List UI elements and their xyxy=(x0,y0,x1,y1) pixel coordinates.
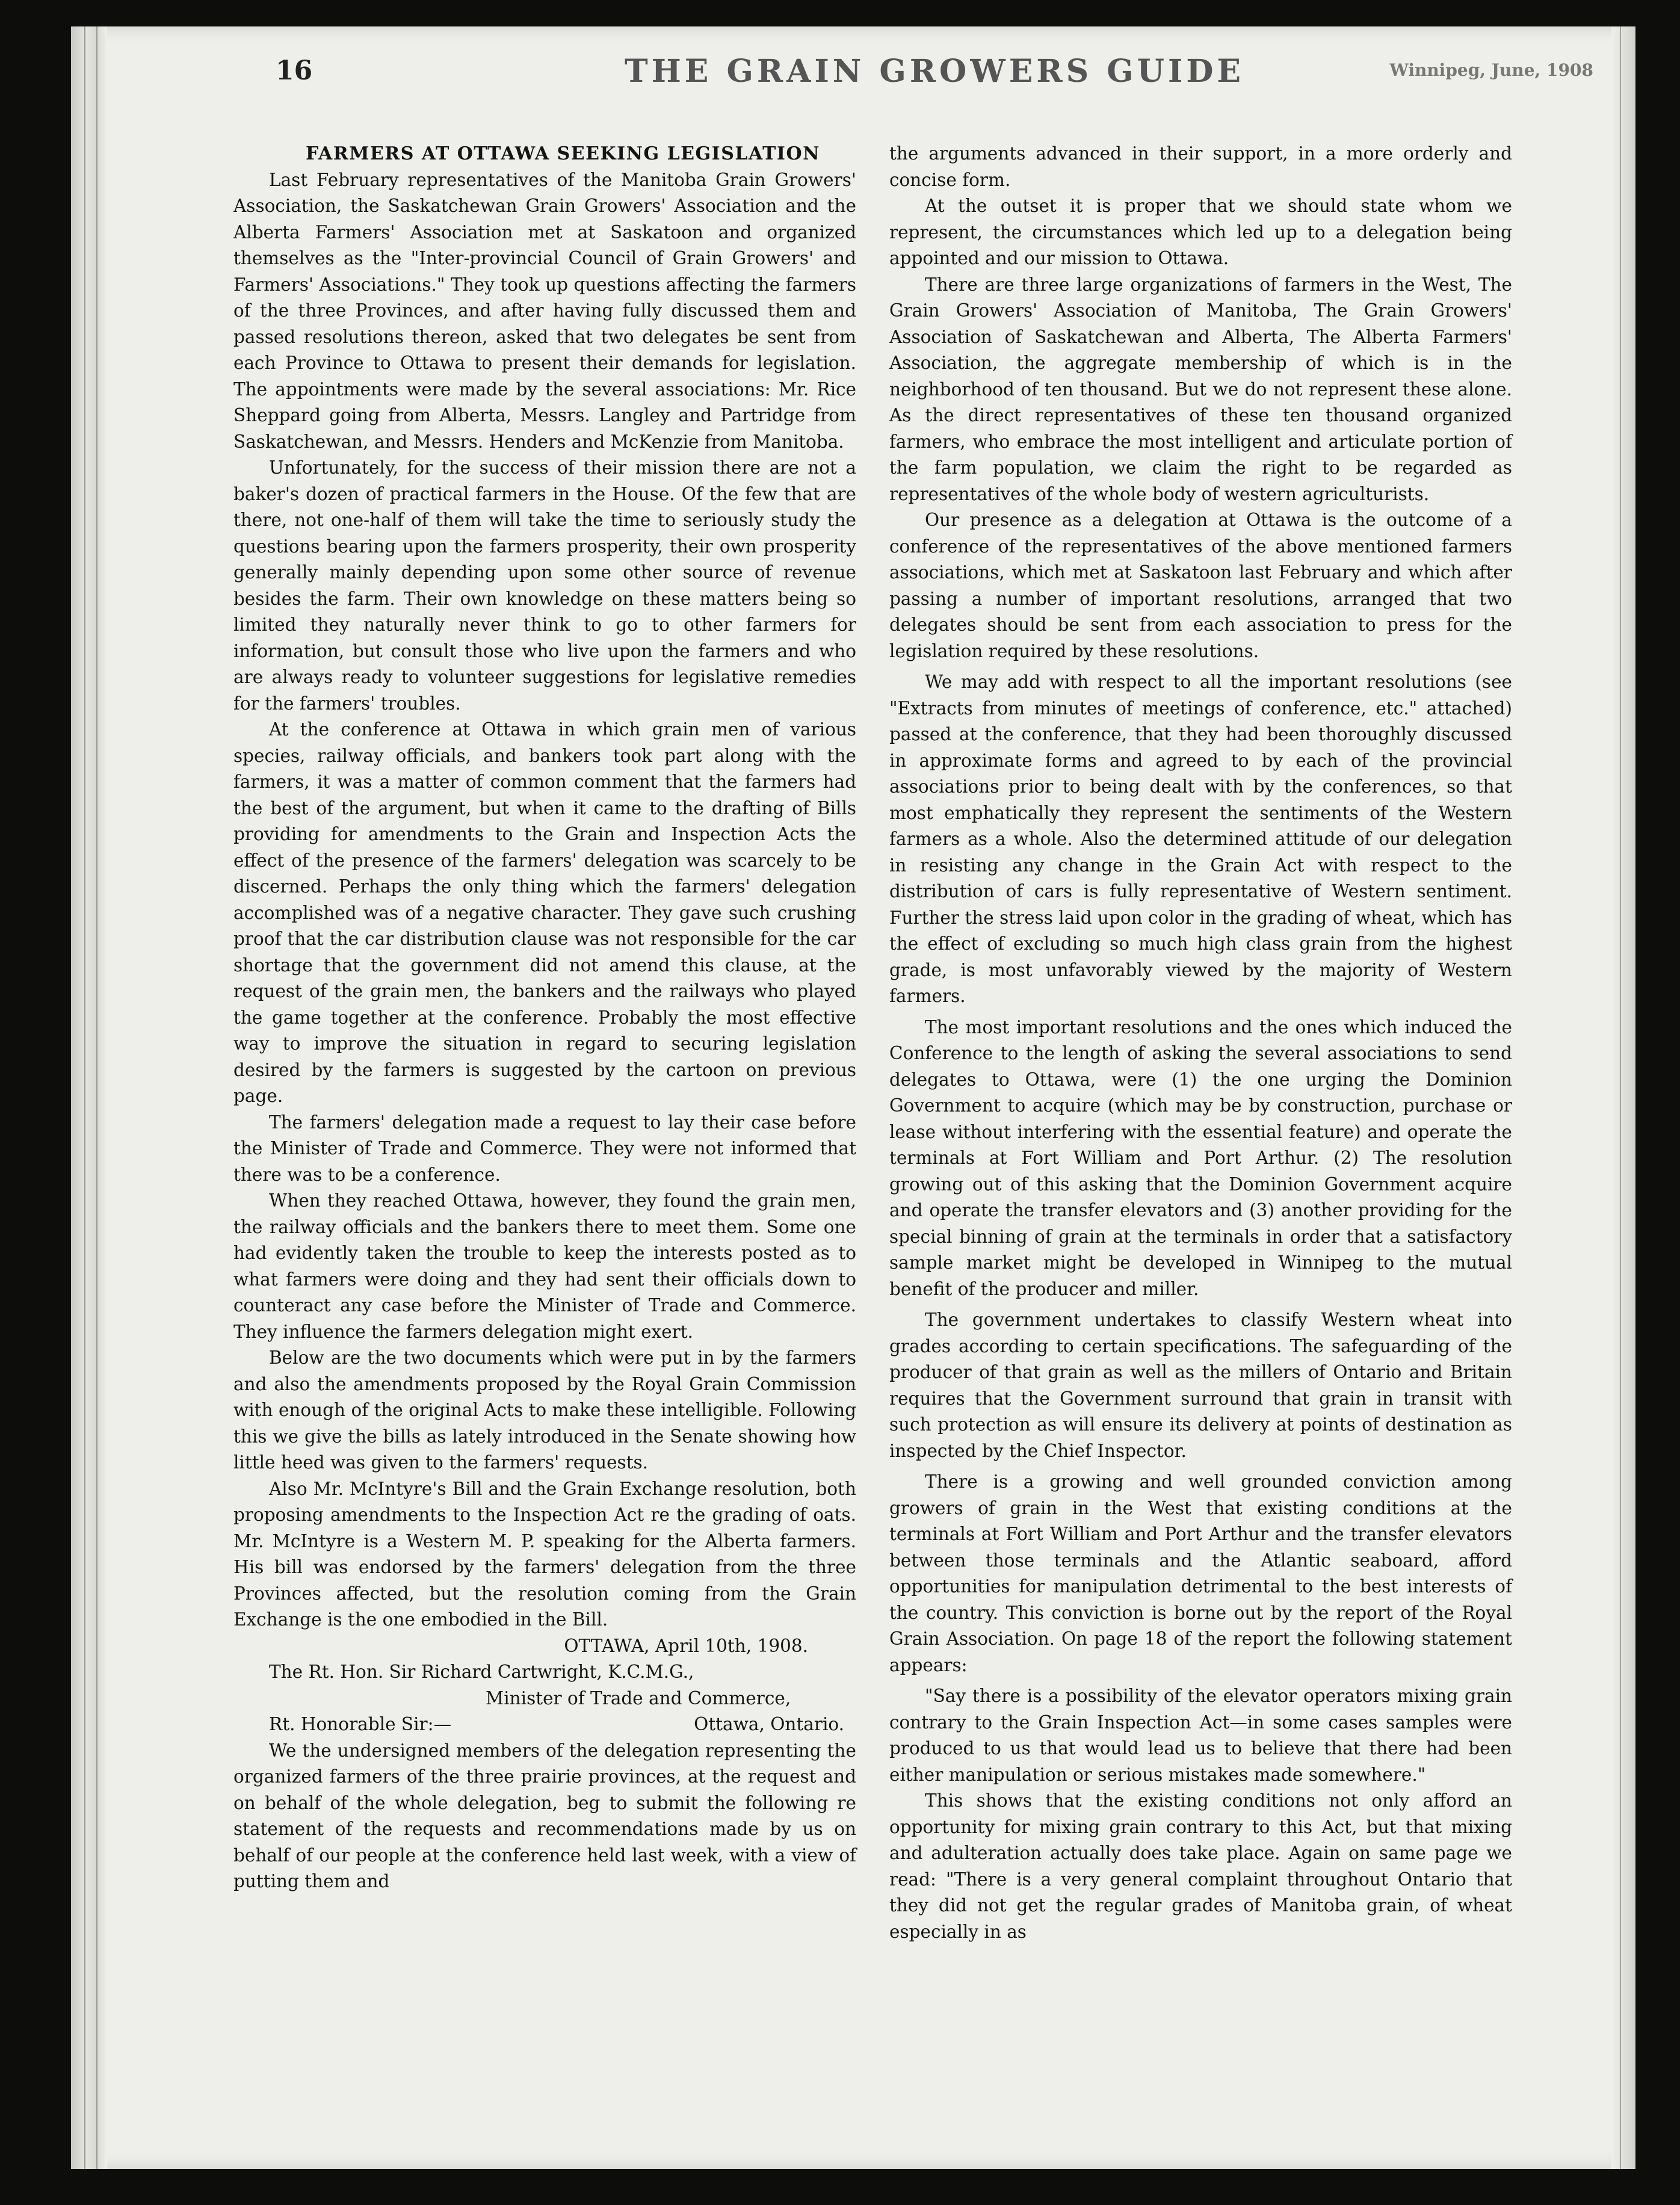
article-paragraph: Last February representatives of the Manitoba Grain Growers' Association, the Saskatchewan Grain Growers' Association and the Alberta Farmers' Association met at Saskatoon and organized themselves as the "Inter-provincial Council of Grain Growers' and Farmers' Associations." They took up questions affecting the farmers of the three Provinces, and after having fully discussed them and passed resolutions thereon, asked that two delegates be sent from each Province to Ottawa to present their demands for legislation. The appointments were made by the several associations: Mr. Rice Sheppard going from Alberta, Messrs. Langley and Partridge from Saskatchewan, and Messrs. Henders and McKenzie from Manitoba. xyxy=(233,169,856,452)
letter-salutation: Rt. Honorable Sir:— xyxy=(269,1714,452,1734)
letter-location: Ottawa, Ontario. xyxy=(694,1714,844,1734)
quoted-report-passage: "Say there is a possibility of the elevator operators mixing grain contrary to the Grain Inspection Act—in some cases samples were produced to us that would lead us to believe that there had been either manipulation or serious mistakes made somewhere." xyxy=(889,1686,1512,1785)
letter-salutation-row xyxy=(233,1712,856,1738)
article-paragraph: When they reached Ottawa, however, they found the grain men, the railway officials and the bankers there to meet them. Some one had evidently taken the trouble to keep the interests posted as to what farmers were doing and they had sent their officials down to counteract any case before the Minister of Trade and Commerce. They influence the farmers delegation might exert. xyxy=(233,1190,856,1342)
addressee-title: Minister of Trade and Commerce, xyxy=(486,1687,791,1709)
article-paragraph: The government undertakes to classify Western wheat into grades according to certain specifications. The safeguarding of the producer of that grain as well as the millers of Ontario and Britain requires that the Government surround that grain in transit with such protection as will ensure its delivery at points of destination as inspected by the Chief Inspector. xyxy=(889,1310,1512,1461)
article-paragraph: There is a growing and well grounded conviction among growers of grain in the West that existing conditions at the terminals at Fort William and Port Arthur and the transfer elevators between those terminals and the Atlantic seaboard, afford opportunities for manipulation detrimental to the best interests of the country. This conviction is borne out by the report of the Royal Grain Association. On page 18 of the report the following statement appears: xyxy=(889,1471,1512,1675)
article-paragraph: the arguments advanced in their support, in a more orderly and concise form. xyxy=(889,143,1512,190)
article-paragraph: This shows that the existing conditions not only afford an opportunity for mixing grain contrary to this Act, but that mixing and adulteration actually does take place. Again on same page we read: "There is a very general complaint throughout Ontario that they did not get the regular grades of Manitoba grain, of wheat especially in as xyxy=(889,1790,1512,1942)
page-right-edge xyxy=(1611,26,1635,2169)
right-column xyxy=(889,141,1512,1945)
article-paragraph: We may add with respect to all the important resolutions (see "Extracts from minutes of meetings of conference, etc." attached) passed at the conference, that they had been thoroughly discussed in approximate forms and agreed to by each of the provincial associations prior to being dealt with by the conferences, so that most emphatically they represent the sentiments of the Western farmers as a whole. Also the determined attitude of our delegation in resisting any change in the Grain Act with respect to the distribution of cars is fully representative of Western sentiment. Further the stress laid upon color in the grading of wheat, which has the effect of excluding so much high class grain from the highest grade, is most unfavorably viewed by the majority of Western farmers. xyxy=(889,672,1512,1006)
letter-opening: We the undersigned members of the delegation representing the organized farmers of the three prairie provinces, at the request and on behalf of the whole delegation, beg to submit the following re statement of the requests and recommendations made by us on behalf of our people at the conference held last week, with a view of putting them and xyxy=(233,1740,856,1891)
letter-addressee xyxy=(233,1659,856,1712)
issue-dateline: Winnipeg, June, 1908 xyxy=(1389,60,1593,80)
article-paragraph: Our presence as a delegation at Ottawa is the outcome of a conference of the representatives of the above mentioned farmers associations, which met at Saskatoon last February and which after passing a number of important resolutions, arranged that two delegates should be sent from each association to press for the legislation required by these resolutions. xyxy=(889,510,1512,661)
article-paragraph: Unfortunately, for the success of their mission there are not a baker's dozen of practical farmers in the House. Of the few that are there, not one-half of them will take the time to seriously study the questions bearing upon the farmers prosperity, their own prosperity generally mainly depending upon some other source of revenue besides the farm. Their own knowledge on these matters being so limited they naturally never think to go to other farmers for information, but consult those who live upon the farmers and who are always ready to volunteer suggestions for legislative remedies for the farmers' troubles. xyxy=(233,457,856,714)
article-paragraph: At the outset it is proper that we should state whom we represent, the circumstances which led up to a delegation being appointed and our mission to Ottawa. xyxy=(889,196,1512,268)
article-paragraph: At the conference at Ottawa in which grain men of various species, railway officials, and bankers took part along with the farmers, it was a matter of common comment that the farmers had the best of the argument, but when it came to the drafting of Bills providing for amendments to the Grain and Inspection Acts the effect of the presence of the farmers' delegation was scarcely to be discerned. Perhaps the only thing which the farmers' delegation accomplished was of a negative character. They gave such crushing proof that the car distribution clause was not responsible for the car shortage that the government did not amend this clause, at the request of the grain men, the bankers and the railways who played the game together at the conference. Probably the most effective way to improve the situation in regard to securing legislation desired by the farmers is suggested by the cartoon on previous page. xyxy=(233,719,856,1106)
page-number: 16 xyxy=(276,55,313,86)
article-paragraph: There are three large organizations of farmers in the West, The Grain Growers' Association of Manitoba, The Grain Growers' Association of Saskatchewan and Alberta, The Alberta Farmers' Association, the aggregate membership of which is in the neighborhood of ten thousand. But we do not represent these alone. As the direct representatives of these ten thousand organized farmers, who embrace the most intelligent and articulate portion of the farm population, we claim the right to be regarded as representatives of the whole body of western agriculturists. xyxy=(889,274,1512,504)
page-header xyxy=(276,52,1593,100)
page-binding-edge xyxy=(71,26,107,2169)
publication-title: THE GRAIN GROWERS GUIDE xyxy=(624,53,1245,90)
addressee-name: The Rt. Hon. Sir Richard Cartwright, K.C.M.G., xyxy=(269,1662,694,1682)
article-paragraph: Also Mr. McIntyre's Bill and the Grain Exchange resolution, both proposing amendments to the Inspection Act re the grading of oats. Mr. McIntyre is a Western M. P. speaking for the Alberta farmers. His bill was endorsed by the farmers' delegation from the three Provinces affected, but the resolution coming from the Grain Exchange is the one embodied in the Bill. xyxy=(233,1478,856,1630)
article-paragraph: Below are the two documents which were put in by the farmers and also the amendments proposed by the Royal Grain Commission with enough of the original Acts to make these intelligible. Following this we give the bills as lately introduced in the Senate showing how little heed was given to the farmers' requests. xyxy=(233,1347,856,1473)
article-paragraph: The farmers' delegation made a request to lay their case before the Minister of Trade and Commerce. They were not informed that there was to be a conference. xyxy=(233,1112,856,1185)
left-column xyxy=(233,141,856,1895)
scanned-page xyxy=(71,26,1635,2169)
letter-dateline: OTTAWA, April 10th, 1908. xyxy=(564,1635,808,1656)
article-heading: FARMERS AT OTTAWA SEEKING LEGISLATION xyxy=(305,143,821,164)
article-paragraph: The most important resolutions and the ones which induced the Conference to the length of asking the several associations to send delegates to Ottawa, were (1) the one urging the Dominion Government to acquire (which may be by construction, purchase or lease without interfering with the essential feature) and operate the terminals at Fort William and Port Arthur. (2) The resolution growing out of this asking that the Dominion Government acquire and operate the transfer elevators and (3) another providing for the special binning of grain at the terminals in order that a satisfactory sample market might be developed in Winnipeg to the mutual benefit of the producer and miller. xyxy=(889,1016,1512,1299)
